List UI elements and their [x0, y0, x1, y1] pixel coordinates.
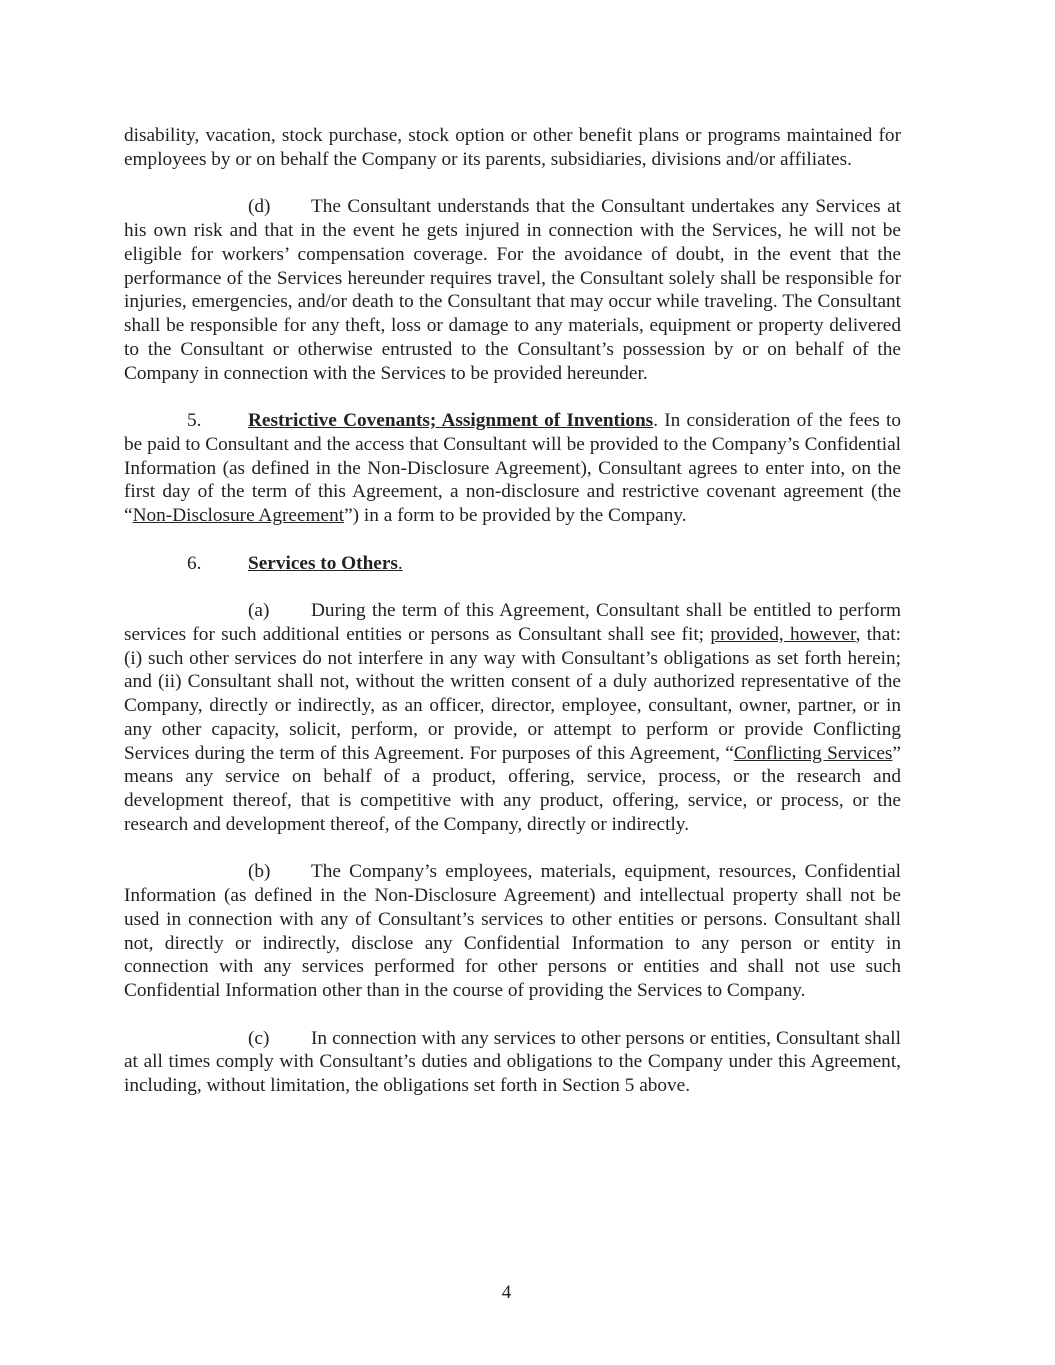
paragraph-6a [124, 599, 901, 837]
clause-text: During the term of this Agreement, Consultant shall be entitled to perform services for such additional entities or persons as Consultant shall see fit; [124, 600, 901, 645]
section-number: 5. [187, 410, 202, 431]
section-5 [124, 409, 901, 528]
clause-label: (b) [248, 861, 271, 883]
section-text: . In consideration of the fees to be paid to Consultant and the access that Consultant will be provided to the Company’s Confidential Information (as defined in the Non-Disclosure Agreement), Consultant agrees to enter into, on the first day of the term of this Agreement, a non-disclosure and restrictive covenant agreement (the “ [124, 410, 901, 526]
paragraph-benefits-continued: disability, vacation, stock purchase, stock option or other benefit plans or programs maintained for employees by or on behalf the Company or its parents, subsidiaries, divisions and/or affiliates. [124, 125, 901, 170]
defined-term: Non-Disclosure Agreement [132, 505, 345, 526]
clause-text: The Company’s employees, materials, equipment, resources, Confidential Information (as defined in the Non-Disclosure Agreement) and intellectual property shall not be used in connection with any of Consultant’s services to other entities or persons. Consultant shall not, directly or indirectly, disclose any Confidential Information to any person or entity in connection with any services performed for other persons or entities and shall not use such Confidential Information other than in the course of providing the Services to Company. [124, 861, 901, 1001]
section-6 [124, 552, 901, 576]
clause-label: (a) [248, 600, 270, 621]
document-page [124, 124, 901, 1122]
section-heading: Services to Others [248, 552, 398, 574]
heading-period: . [397, 552, 403, 574]
section-text: ”) in a form to be provided by the Company. [344, 505, 687, 526]
clause-label: (c) [248, 1027, 270, 1049]
paragraph-4d [124, 195, 901, 385]
clause-text: ” means any service on behalf of a product, offering, service, process, or the research and development thereof, that is competitive with any product, offering, service, or process, or the research and development thereof, of the Company, directly or indirectly. [124, 742, 901, 835]
clause-text: , that: (i) such other services do not interfere in any way with Consultant’s obligations as set forth herein; and (ii) Consultant shall not, without the written consent of a duly authorized representative of the Company, directly or indirectly, as an officer, director, employee, consultant, owner, partner, or in any other capacity, solicit, perform, or provide, or attempt to perform or provide Conflicting Services during the term of this Agreement. For purposes of this Agreement, “ [124, 623, 901, 764]
clause-label: (d) [248, 196, 271, 218]
section-number: 6. [187, 552, 202, 574]
page-number: 4 [501, 1282, 512, 1303]
defined-term: Conflicting Services [733, 742, 893, 764]
clause-text: The Consultant understands that the Consultant undertakes any Services at his own risk and that in the event he gets injured in connection with the Services, he will not be eligible for workers’ compensation coverage. For the avoidance of doubt, in the event that the performance of the Services hereunder requires travel, the Consultant solely shall be responsible for injuries, emergencies, and/or death to the Consultant that may occur while traveling. The Consultant shall be responsible for any theft, loss or damage to any materials, equipment or property delivered to the Consultant or otherwise entrusted to the Consultant’s possession by or on behalf of the Company in connection with the Services to be provided hereunder. [124, 196, 901, 384]
paragraph-6c [124, 1027, 901, 1098]
clause-text: In connection with any services to other persons or entities, Consultant shall at all times comply with Consultant’s duties and obligations to the Company under this Agreement, including, without limitation, the obligations set forth in Section 5 above. [124, 1027, 901, 1096]
paragraph-6b [124, 860, 901, 1003]
section-heading: Restrictive Covenants; Assignment of Inventions [248, 410, 654, 431]
proviso: provided, however [710, 623, 856, 645]
